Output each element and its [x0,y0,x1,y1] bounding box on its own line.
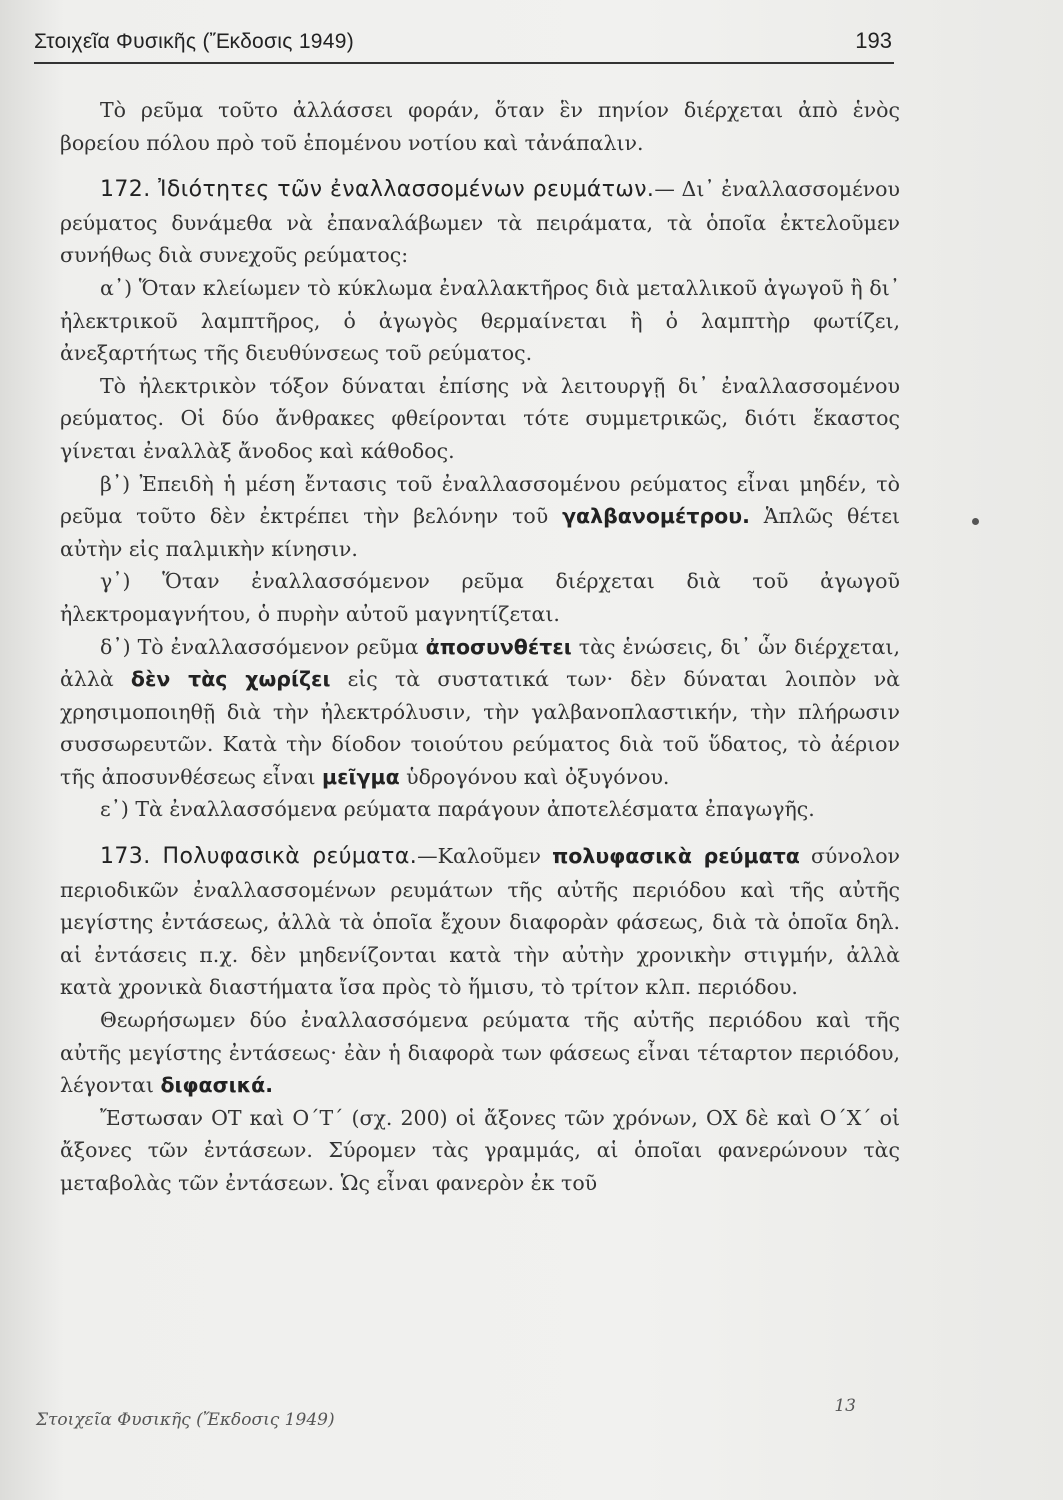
section-172-intro [60,173,900,272]
footer-sheet-number: 13 [834,1396,856,1416]
footer-signature-text: Στοιχεῖα Φυσικῆς (Ἔκδοσις 1949) [36,1410,335,1430]
running-header [34,26,894,64]
item-d-bold-3: μεῖγμα [322,764,400,789]
item-d [60,631,900,794]
ink-mark [972,518,979,525]
item-a: α᾽) Ὅταν κλείωμεν τὸ κύκλωμα ἐναλλακτῆρος διὰ μεταλλικοῦ ἀγωγοῦ ἢ δι᾽ ἠλεκτρικοῦ λαμπτῆρος, ὁ ἀγωγὸς θερμαίνεται ἢ ὁ λαμπτὴρ φωτίζει, ἀνεξαρτήτως τῆς διευθύνσεως τοῦ ρεύματος. [60,275,900,366]
section-173-text-2: σύνολον περιοδικῶν ἐναλλασσομένων ρευμάτων τῆς αὐτῆς περιόδου καὶ τῆς αὐτῆς μεγίστης ἐντάσεως, ἀλλὰ τὰ ὁποῖα ἔχουν διαφορὰν φάσεως, διὰ τὰ ὁποῖα δηλ. αἱ ἐντάσεις π.χ. δὲν μηδενίζονται κατὰ τὴν αὐτὴν χρονικὴν στιγμήν, ἀλλὰ κατὰ χρονικὰ διαστήματα ἴσα πρὸς τὸ ἥμισυ, τὸ τρίτον κλπ. περιόδου. [60,844,900,1000]
page-number: 193 [855,28,892,53]
item-b-text-1: β᾽) Ἐπειδὴ ἡ μέση ἔντασις τοῦ ἐναλλασσομένου ρεύματος εἶναι μηδέν, τὸ ρεῦμα τοῦτο δὲν ἐκτρέπει τὴν βελόνην τοῦ [60,471,900,529]
diphasic-bold: διφασικά. [160,1073,274,1098]
item-d-text-2: τὰς ἑνώσεις, δι᾽ ὧν διέρχεται, ἀλλὰ [60,634,900,692]
footer-signature [36,1396,856,1436]
page-body [60,94,900,1200]
item-d-text-4: ὑδρογόνου καὶ ὀξυγόνου. [399,764,670,789]
section-173-intro [60,840,900,1004]
item-d-text-3: εἰς τὰ συστατικά των· δὲν δύναται λοιπὸν νὰ χρησιμοποιηθῇ διὰ τὴν ἠλεκτρόλυσιν, τὴν γαλβανοπλαστικήν, τὴν πλήρωσιν συσσωρευτῶν. Κατὰ τὴν δίοδον τοιούτου ρεύματος διὰ τοῦ ὕδατος, τὸ ἀέριον τῆς ἀποσυνθέσεως εἶναι [60,667,900,789]
section-173-text-1: —Καλοῦμεν [417,844,541,869]
item-b-bold: γαλβανομέτρου. [562,504,750,529]
section-172-text: — Δι᾽ ἐναλλασσομένου ρεύματος δυνάμεθα νὰ ἐπαναλάβωμεν τὰ πειράματα, τὰ ὁποῖα ἐκτελοῦμεν συνήθως διὰ συνεχοῦς ρεύματος: [60,177,900,268]
item-b-text-2: Ἁπλῶς θέτει αὐτὴν εἰς παλμικὴν κίνησιν. [60,504,900,561]
item-d-text-1: δ᾽) Τὸ ἐναλλασσόμενον ρεῦμα [100,634,419,659]
diphasic-paragraph [60,1004,900,1102]
intro-paragraph: Τὸ ρεῦμα τοῦτο ἀλλάσσει φοράν, ὅταν ἓν πηνίον διέρχεται ἀπὸ ἑνὸς βορείου πόλου πρὸ τοῦ ἑπομένου νοτίου καὶ τἀνάπαλιν. [60,98,900,155]
item-c: γ᾽) Ὅταν ἐναλλασσόμενον ρεῦμα διέρχεται διὰ τοῦ ἀγωγοῦ ἠλεκτρομαγνήτου, ὁ πυρὴν αὐτοῦ μαγνητίζεται. [60,569,900,626]
header-title: Στοιχεῖα Φυσικῆς (Ἔκδοσις 1949) [34,30,355,53]
item-d-bold-1: ἀποσυνθέτει [425,634,572,659]
section-173-heading: 173. Πολυφασικὰ ρεύματα. [100,844,418,870]
arc-paragraph: Τὸ ἠλεκτρικὸν τόξον δύναται ἐπίσης νὰ λειτουργῇ δι᾽ ἐναλλασσομένου ρεύματος. Οἱ δύο ἄνθρακες φθείρονται τότε συμμετρικῶς, διότι ἕκαστος γίνεται ἐναλλὰξ ἄνοδος καὶ κάθοδος. [60,373,900,463]
section-172-heading: 172. Ἰδιότητες τῶν ἐναλλασσομένων ρευμάτων. [100,177,655,203]
section-173-bold-1: πολυφασικὰ ρεύματα [552,844,800,869]
diphasic-text: Θεωρήσωμεν δύο ἐναλλασσόμενα ρεύματα τῆς αὐτῆς περιόδου καὶ τῆς αὐτῆς μεγίστης ἐντάσεως· ἐὰν ἡ διαφορὰ των φάσεως εἶναι τέταρτον περιόδου, λέγονται [60,1008,900,1098]
item-b [60,468,900,566]
axes-paragraph: Ἔστωσαν ΟΤ καὶ Ο΄Τ΄ (σχ. 200) οἱ ἄξονες τῶν χρόνων, ΟΧ δὲ καὶ Ο΄Χ΄ οἱ ἄξονες τῶν ἐντάσεων. Σύρομεν τὰς γραμμάς, αἱ ὁποῖαι φανερώνουν τὰς μεταβολὰς τῶν ἐντάσεων. Ὡς εἶναι φανερὸν ἐκ τοῦ [60,1105,900,1195]
item-d-bold-2: δὲν τὰς χωρίζει [130,667,331,692]
item-e: ε᾽) Τὰ ἐναλλασσόμενα ρεύματα παράγουν ἀποτελέσματα ἐπαγωγῆς. [100,797,815,822]
